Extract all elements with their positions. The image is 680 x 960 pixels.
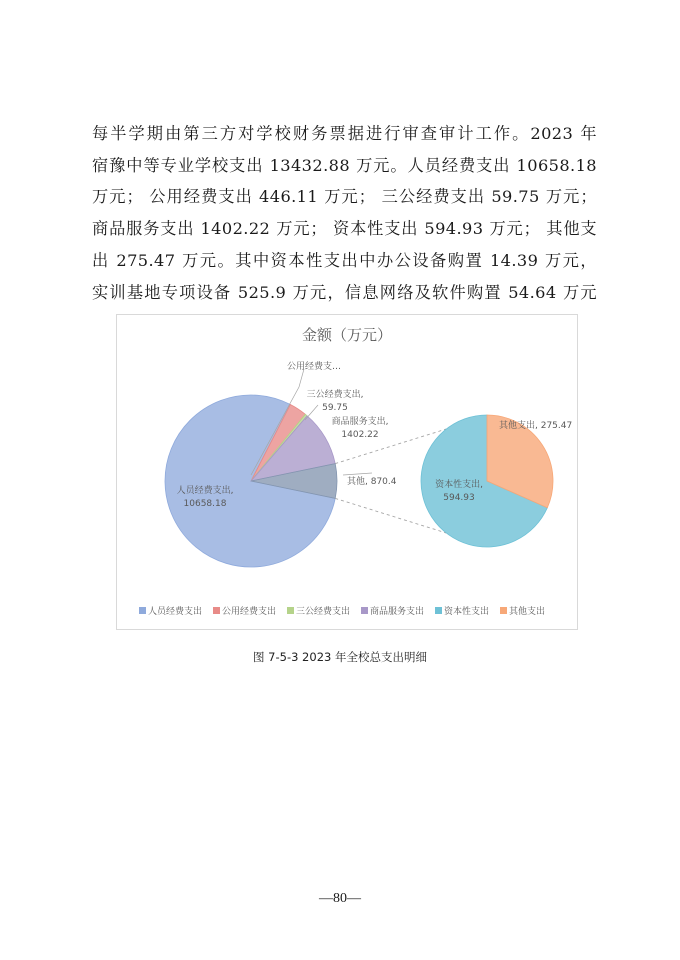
label-goods-name: 商品服务支出, xyxy=(331,417,389,427)
legend-goods: 商品服务支出 xyxy=(370,607,425,617)
label-sangong-value: 59.75 xyxy=(322,403,348,413)
paragraph-line: 出 275.47 万元。其中资本性支出中办公设备购置 14.39 万元， xyxy=(92,250,597,270)
legend-public: 公用经费支出 xyxy=(222,607,277,617)
label-people-name: 人员经费支出, xyxy=(176,486,234,496)
paragraph-line: 每半学期由第三方对学校财务票据进行审查审计工作。2023 年 xyxy=(92,124,597,143)
label-other-combined: 其他, 870.4 xyxy=(347,477,397,487)
page-number: —80— xyxy=(319,891,361,906)
legend-people: 人员经费支出 xyxy=(148,607,203,617)
legend-capital: 资本性支出 xyxy=(444,607,490,617)
legend-misc: 其他支出 xyxy=(509,607,546,617)
label-goods-value: 1402.22 xyxy=(341,430,379,440)
paragraph-line: 商品服务支出 1402.22 万元； 资本性支出 594.93 万元； 其他支 xyxy=(92,219,597,239)
label-sangong-name: 三公经费支出, xyxy=(306,390,364,400)
paragraph-line: 宿豫中等专业学校支出 13432.88 万元。人员经费支出 10658.18 xyxy=(92,155,597,175)
legend-swatch-misc xyxy=(500,607,507,614)
leader-line-sangong xyxy=(305,405,318,420)
paragraph-line: 实训基地专项设备 525.9 万元，信息网络及软件购置 54.64 万元 xyxy=(92,282,597,302)
paragraph-line: 万元； 公用经费支出 446.11 万元； 三公经费支出 59.75 万元； xyxy=(92,187,597,207)
pie-of-pie-chart xyxy=(117,315,577,629)
label-capital-value: 594.93 xyxy=(443,493,475,503)
legend-sangong: 三公经费支出 xyxy=(296,607,351,617)
pie-chart-frame xyxy=(116,314,578,630)
figure-caption: 图 7-5-3 2023 年全校总支出明细 xyxy=(253,650,427,664)
legend-swatch-public xyxy=(213,607,220,614)
label-public: 公用经费支… xyxy=(286,362,342,372)
chart-title: 金额（万元） xyxy=(301,326,393,344)
legend-swatch-people xyxy=(139,607,146,614)
label-misc: 其他支出, 275.47 xyxy=(499,421,573,431)
legend-swatch-goods xyxy=(361,607,368,614)
legend-swatch-sangong xyxy=(287,607,294,614)
label-people-value: 10658.18 xyxy=(183,499,227,509)
label-capital-name: 资本性支出, xyxy=(435,480,483,490)
leader-line-other xyxy=(343,473,372,475)
body-paragraph xyxy=(92,118,597,308)
legend-swatch-capital xyxy=(435,607,442,614)
